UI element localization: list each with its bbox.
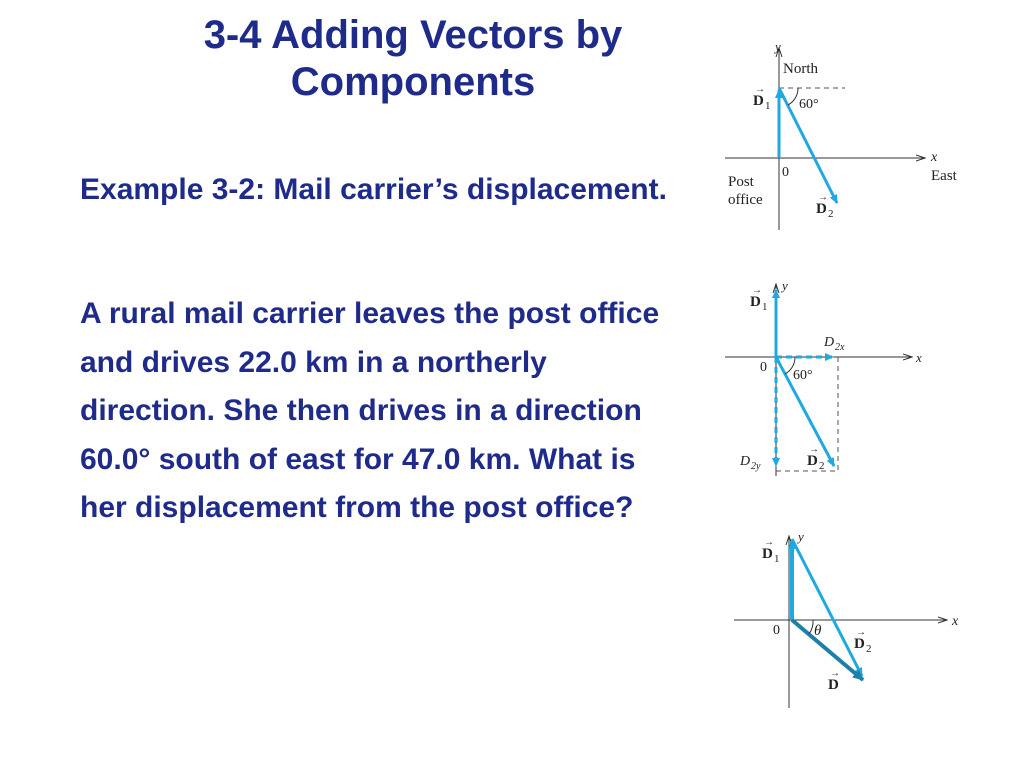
d1-arrow-icon: → xyxy=(755,84,765,95)
d2-subscript: 2 xyxy=(828,208,834,220)
d2-arrow-icon: → xyxy=(809,444,819,455)
origin-label: 0 xyxy=(760,360,767,375)
d2-label: D xyxy=(854,636,865,652)
d2y-label: D xyxy=(740,454,751,469)
d1-arrow-icon: → xyxy=(752,285,762,296)
d-label: D xyxy=(828,677,839,693)
d1-label: D xyxy=(753,93,764,109)
theta-arc xyxy=(809,620,813,634)
east-label: East xyxy=(931,168,957,184)
d2-subscript: 2 xyxy=(819,460,825,472)
theta-label: θ xyxy=(814,623,822,639)
d1-subscript: 1 xyxy=(774,553,780,565)
d1-label: D xyxy=(762,546,773,562)
d1-subscript: 1 xyxy=(762,301,768,313)
d2-arrow-icon: → xyxy=(856,627,866,638)
angle-label: 60° xyxy=(793,368,813,383)
d2-arrow-icon: → xyxy=(818,192,828,203)
slide-title: 3-4 Adding Vectors by Components xyxy=(203,13,623,104)
origin-label: 0 xyxy=(773,623,780,638)
d-vector xyxy=(792,620,863,680)
figure-mail-route xyxy=(720,38,980,238)
d2y-subscript: 2y xyxy=(751,461,761,472)
x-axis-label: x xyxy=(916,350,922,365)
figure-components xyxy=(720,278,940,483)
d1-label: D xyxy=(750,294,761,310)
x-axis-label: x xyxy=(931,150,938,165)
y-axis-label: y xyxy=(782,278,788,293)
origin-label: 0 xyxy=(782,165,789,180)
example-heading: Example 3-2: Mail carrier’s displacement. xyxy=(80,173,667,206)
office-label: office xyxy=(728,192,763,208)
angle-arc xyxy=(788,88,798,105)
y-axis-label: y xyxy=(798,529,804,544)
d2-vector xyxy=(792,539,862,676)
x-axis-label: x xyxy=(952,614,959,629)
y-axis-label: y xyxy=(775,39,781,54)
d-arrow-icon: → xyxy=(830,668,840,679)
d2x-subscript: 2x xyxy=(835,342,845,353)
d2-label: D xyxy=(816,201,827,217)
angle-label: 60° xyxy=(799,97,819,112)
north-label: North xyxy=(783,61,818,77)
d2-label: D xyxy=(807,453,818,469)
post-label: Post xyxy=(728,174,754,190)
d2x-label: D xyxy=(824,335,835,350)
d1-subscript: 1 xyxy=(765,100,771,112)
problem-statement: A rural mail carrier leaves the post office and drives 22.0 km in a northerly direction. She then drives in a direction 60.0° south of east for 47.0 km. What is her displacement from the post office? xyxy=(80,297,660,524)
figure-resultant xyxy=(730,528,970,713)
d1-arrow-icon: → xyxy=(764,537,774,548)
d2-subscript: 2 xyxy=(866,643,872,655)
